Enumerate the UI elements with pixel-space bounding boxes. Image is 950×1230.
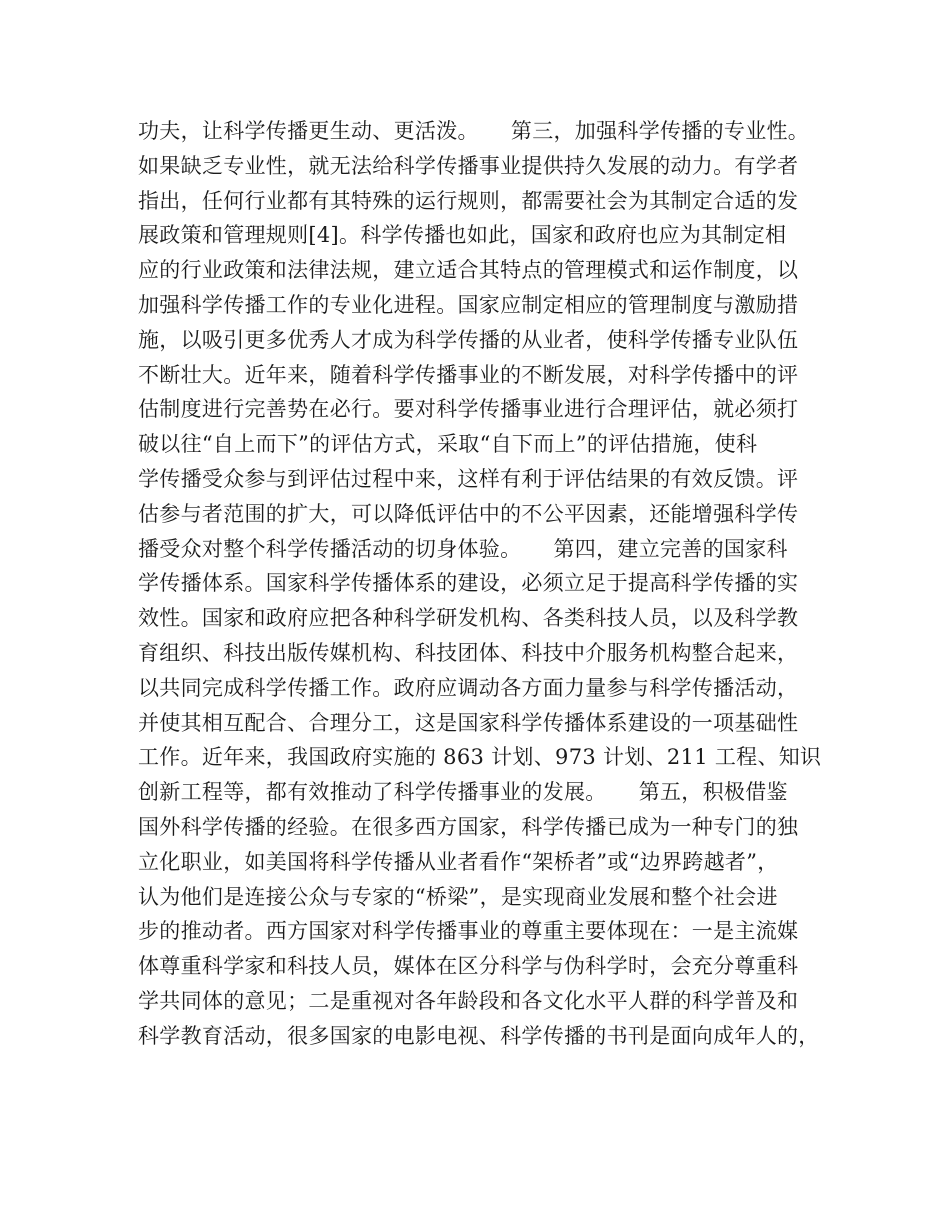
text-line: 效性。国家和政府应把各种科学研发机构、各类科技人员，以及科学教: [138, 606, 799, 631]
text-line: 立化职业，如美国将科学传播从业者看作“架桥者”或“边界跨越者”，: [138, 849, 779, 874]
text-line: 播受众对整个科学传播活动的切身体验。 第四，建立完善的国家科: [138, 536, 788, 561]
text-line: 应的行业政策和法律法规，建立适合其特点的管理模式和运作制度，以: [138, 258, 799, 283]
text-line: 认为他们是连接公众与专家的“桥梁”，是实现商业发展和整个社会进: [138, 884, 778, 909]
text-line: 以共同完成科学传播工作。政府应调动各方面力量参与科学传播活动，: [138, 675, 799, 700]
text-line: 学传播受众参与到评估过程中来，这样有利于评估结果的有效反馈。评: [138, 466, 799, 491]
text-line: 破以往“自上而下”的评估方式，采取“自下而上”的评估措施，使科: [138, 432, 758, 457]
text-line: 加强科学传播工作的专业化进程。国家应制定相应的管理制度与激励措: [138, 292, 799, 317]
text-line: 科学教育活动，很多国家的电影电视、科学传播的书刊是面向成年人的，: [138, 1023, 820, 1048]
text-line: 估制度进行完善势在必行。要对科学传播事业进行合理评估，就必须打: [138, 397, 799, 422]
text-line: 展政策和管理规则[4]。科学传播也如此，国家和政府也应为其制定相: [138, 223, 787, 248]
body-text: [138, 114, 828, 1054]
text-line: 国外科学传播的经验。在很多西方国家，科学传播已成为一种专门的独: [138, 814, 799, 839]
text-line: 不断壮大。近年来，随着科学传播事业的不断发展，对科学传播中的评: [138, 362, 799, 387]
text-line: 如果缺乏专业性，就无法给科学传播事业提供持久发展的动力。有学者: [138, 153, 799, 178]
text-line: 育组织、科技出版传媒机构、科技团体、科技中介服务机构整合起来，: [138, 640, 799, 665]
text-line: 指出，任何行业都有其特殊的运行规则，都需要社会为其制定合适的发: [138, 188, 799, 213]
text-line: 并使其相互配合、合理分工，这是国家科学传播体系建设的一项基础性: [138, 710, 799, 735]
text-line: 步的推动者。西方国家对科学传播事业的尊重主要体现在：一是主流媒: [138, 919, 799, 944]
text-line: 估参与者范围的扩大，可以降低评估中的不公平因素，还能增强科学传: [138, 501, 799, 526]
text-line: 学传播体系。国家科学传播体系的建设，必须立足于提高科学传播的实: [138, 571, 799, 596]
text-line: 体尊重科学家和科技人员，媒体在区分科学与伪科学时，会充分尊重科: [138, 954, 799, 979]
text-line: 学共同体的意见；二是重视对各年龄段和各文化水平人群的科学普及和: [138, 988, 799, 1013]
text-line: 创新工程等，都有效推动了科学传播事业的发展。 第五，积极借鉴: [138, 780, 788, 805]
text-line: 施，以吸引更多优秀人才成为科学传播的从业者，使科学传播专业队伍: [138, 327, 799, 352]
text-line: 功夫，让科学传播更生动、更活泼。 第三，加强科学传播的专业性。: [138, 119, 810, 143]
text-line: 工作。近年来，我国政府实施的 863 计划、973 计划、211 工程、知识: [138, 745, 822, 770]
